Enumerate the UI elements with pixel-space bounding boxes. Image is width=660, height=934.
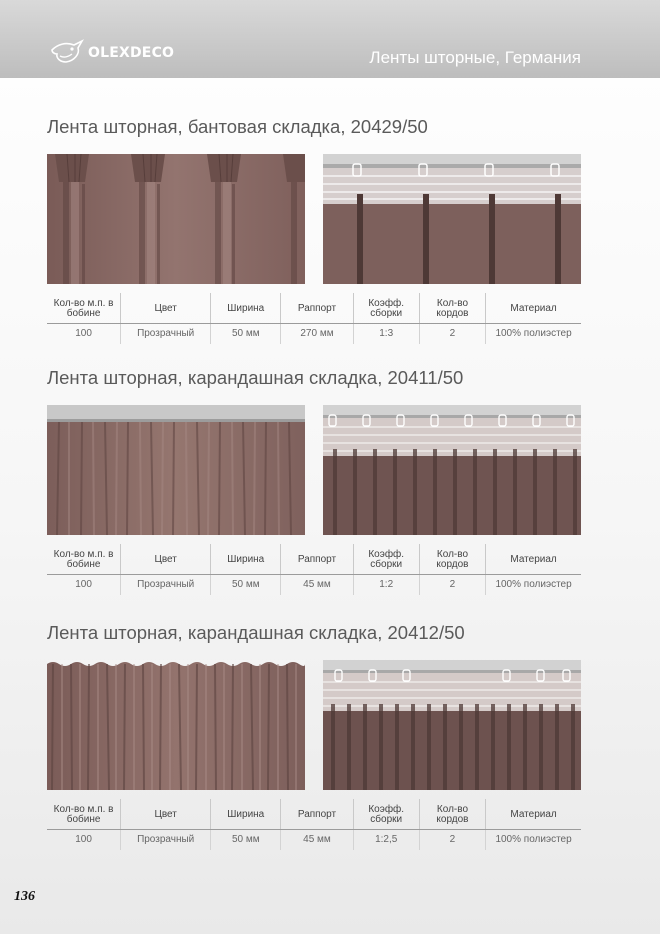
table-row [47, 575, 581, 595]
value-material: 100% полиэстер [495, 833, 572, 845]
header-repeat: Раппорт [281, 293, 353, 323]
value-width: 50 мм [211, 575, 281, 595]
value-cords: 2 [420, 830, 486, 850]
spec-table-header [47, 544, 581, 575]
curtain-front-photo [47, 154, 305, 284]
header-bar [0, 0, 660, 78]
value-length: 100 [47, 324, 121, 344]
header-repeat: Раппорт [281, 799, 353, 829]
bird-logo-icon [48, 36, 86, 66]
value-cords: 2 [420, 575, 486, 595]
page-category-title: Ленты шторные, Германия [369, 48, 581, 67]
spec-table-header [47, 799, 581, 830]
header-length: Кол-во м.п. в бобине [47, 293, 121, 323]
brand-logo[interactable] [48, 36, 174, 66]
product-title: Лента шторная, бантовая складка, 20429/50 [47, 116, 428, 137]
product-title: Лента шторная, карандашная складка, 20411/50 [47, 367, 464, 388]
spec-table-header [47, 293, 581, 324]
value-coef: 1:2 [354, 575, 420, 595]
header-coef: Коэфф. сборки [354, 544, 420, 574]
value-coef: 1:3 [354, 324, 420, 344]
header-color: Цвет [121, 544, 211, 574]
header-color: Цвет [121, 293, 211, 323]
product-section [0, 367, 660, 590]
value-material: 100% полиэстер [495, 327, 572, 339]
header-cords: Кол-во кордов [420, 544, 486, 574]
product-section [0, 622, 660, 845]
table-row [47, 830, 581, 850]
header-coef: Коэфф. сборки [354, 799, 420, 829]
page-number: 136 [14, 889, 35, 904]
header-repeat: Раппорт [281, 544, 353, 574]
spec-table [47, 544, 581, 595]
value-length: 100 [47, 830, 121, 850]
header-cords: Кол-во кордов [420, 293, 486, 323]
header-coef: Коэфф. сборки [354, 293, 420, 323]
value-color: Прозрачный [121, 575, 211, 595]
curtain-back-tape-photo [323, 154, 581, 284]
value-color: Прозрачный [121, 324, 211, 344]
header-length: Кол-во м.п. в бобине [47, 799, 121, 829]
value-width: 50 мм [211, 830, 281, 850]
value-material: 100% полиэстер [495, 578, 572, 590]
header-material: Материал [510, 302, 557, 314]
header-cords: Кол-во кордов [420, 799, 486, 829]
value-repeat: 45 мм [281, 830, 353, 850]
spec-table [47, 293, 581, 344]
curtain-front-photo [47, 660, 305, 790]
curtain-back-tape-photo [323, 660, 581, 790]
product-title: Лента шторная, карандашная складка, 20412/50 [47, 622, 465, 643]
curtain-back-tape-photo [323, 405, 581, 535]
header-length: Кол-во м.п. в бобине [47, 544, 121, 574]
table-row [47, 324, 581, 344]
value-repeat: 270 мм [281, 324, 353, 344]
value-coef: 1:2,5 [354, 830, 420, 850]
spec-table [47, 799, 581, 850]
curtain-front-photo [47, 405, 305, 535]
value-repeat: 45 мм [281, 575, 353, 595]
header-width: Ширина [211, 293, 281, 323]
header-material: Материал [510, 553, 557, 565]
value-width: 50 мм [211, 324, 281, 344]
header-width: Ширина [211, 799, 281, 829]
brand-name: OLEXDECO [88, 45, 175, 61]
value-color: Прозрачный [121, 830, 211, 850]
header-material: Материал [510, 808, 557, 820]
value-cords: 2 [420, 324, 486, 344]
header-color: Цвет [121, 799, 211, 829]
product-section [0, 116, 660, 339]
value-length: 100 [47, 575, 121, 595]
header-width: Ширина [211, 544, 281, 574]
